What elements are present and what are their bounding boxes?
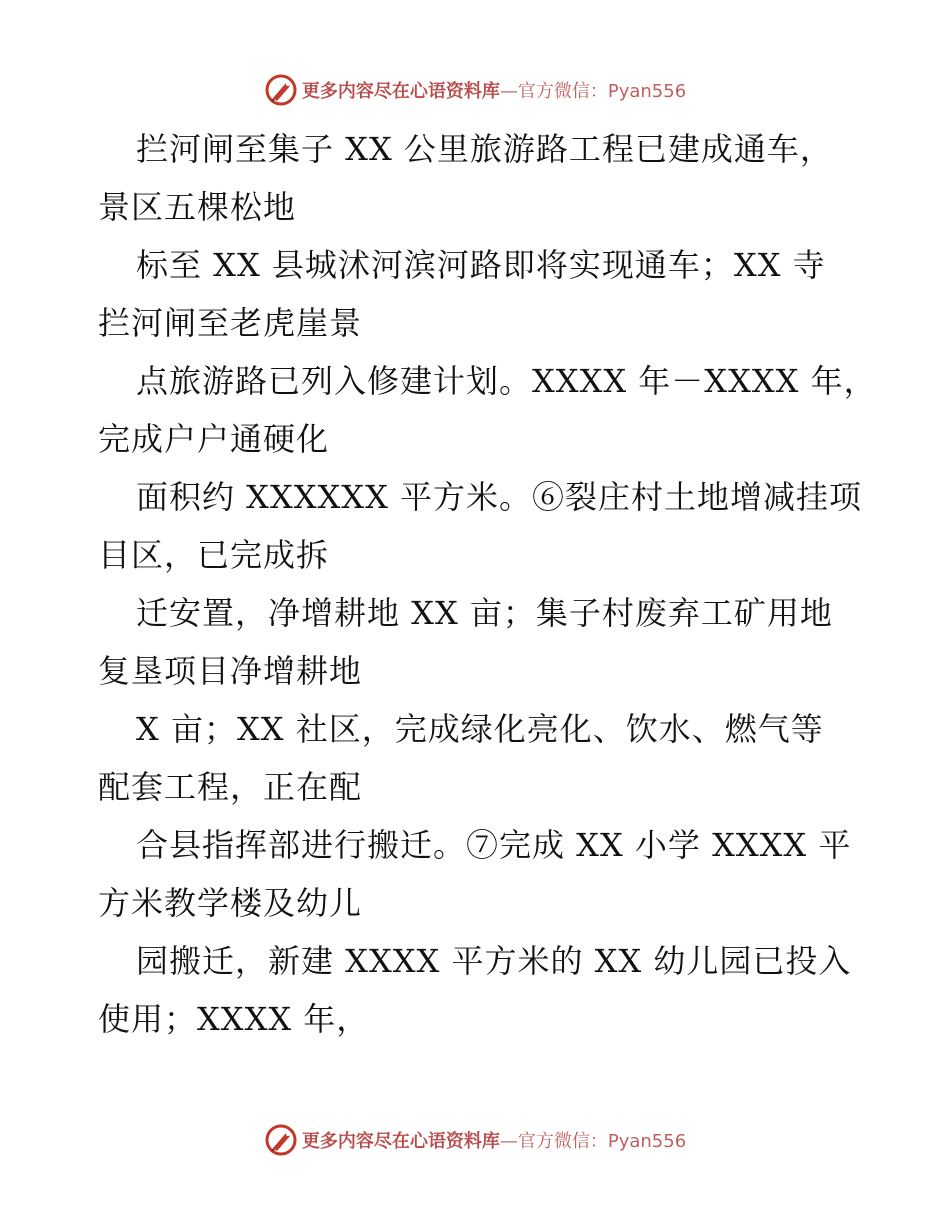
- header-banner-text: [302, 77, 686, 103]
- pen-logo-icon: [264, 1123, 298, 1157]
- paragraph-line: 使用；XXXX 年，: [98, 1000, 370, 1038]
- header-separator: —: [499, 81, 518, 102]
- paragraph-line: 完成户户通硬化: [98, 420, 330, 458]
- pen-logo-icon: [264, 73, 298, 107]
- header-wechat-label: 官方微信：: [517, 81, 608, 102]
- footer-wechat-label: 官方微信：: [517, 1131, 608, 1152]
- header-banner: [0, 70, 950, 110]
- paragraph-line: 拦河闸至老虎崖景: [98, 304, 363, 342]
- paragraph-line: 标至 XX 县城沭河滨河路即将实现通车；XX 寺: [136, 246, 826, 284]
- paragraph-line: 景区五棵松地: [98, 188, 297, 226]
- footer-separator: —: [499, 1131, 518, 1152]
- paragraph-line: 合县指挥部进行搬迁。⑦完成 XX 小学 XXXX 平: [136, 826, 852, 864]
- paragraph-line: 拦河闸至集子 XX 公里旅游路工程已建成通车，: [136, 130, 833, 168]
- footer-wechat-id: Pyan556: [607, 1131, 687, 1152]
- footer-site-text: 更多内容尽在心语资料库: [301, 1131, 500, 1152]
- paragraph-line: 配套工程，正在配: [98, 768, 363, 806]
- paragraph-line: 面积约 XXXXXX 平方米。⑥裂庄村土地增减挂项: [136, 478, 863, 516]
- paragraph-line: 园搬迁，新建 XXXX 平方米的 XX 幼儿园已投入: [136, 942, 852, 980]
- paragraph-line: 复垦项目净增耕地: [98, 652, 363, 690]
- paragraph-line: 迁安置，净增耕地 XX 亩；集子村废弃工矿用地: [136, 594, 833, 632]
- paragraph-line: 目区，已完成拆: [98, 536, 330, 574]
- paragraph-line: X 亩；XX 社区，完成绿化亮化、饮水、燃气等: [136, 710, 824, 748]
- footer-banner-text: [302, 1127, 686, 1153]
- paragraph-line: 点旅游路已列入修建计划。XXXX 年－XXXX 年，: [136, 362, 877, 400]
- body-text: [98, 120, 877, 1048]
- header-wechat-id: Pyan556: [607, 81, 687, 102]
- paragraph-line: 方米教学楼及幼儿: [98, 884, 363, 922]
- header-site-text: 更多内容尽在心语资料库: [301, 81, 500, 102]
- footer-banner: [0, 1120, 950, 1160]
